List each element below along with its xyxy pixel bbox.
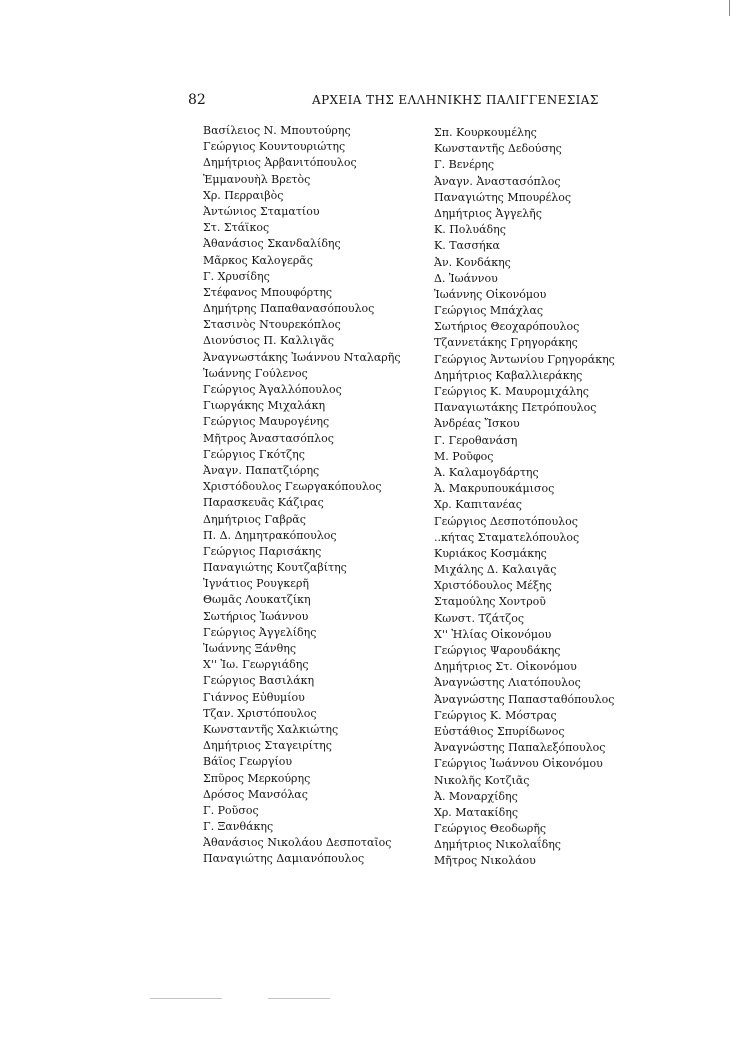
name-entry: Ἀναγν. Ἀναστασόπλος <box>434 174 561 188</box>
name-entry: Γ. Χρυσίδης <box>203 269 270 283</box>
name-entry: Κωνσταντῆς Χαλκιώτης <box>203 722 339 736</box>
name-entry: Γεώργιος Κουντουριώτης <box>203 140 346 154</box>
name-entry: Ἀνδρέας Ἴσκου <box>434 417 520 431</box>
name-entry: Χρ. Ματακίδης <box>434 805 519 819</box>
name-entry: Ἀναγνώστης Παπασταθόπουλος <box>434 692 615 706</box>
name-entry: Γεώργιος Γκότζης <box>203 447 305 461</box>
name-entry: Κυριάκος Κοσμάκης <box>434 546 547 560</box>
name-entry: Γεώργιος Μπάχλας <box>434 304 544 318</box>
name-entry: Παναγιώτης Κουτζαβίτης <box>203 561 347 575</box>
name-entry: Ἀναγνώστης Παπαλεξόπουλος <box>434 741 606 755</box>
name-entry: Ἀθανάσιος Νικολάου Δεσποταῖος <box>203 836 392 850</box>
name-entry: Βάϊος Γεωργίου <box>203 755 293 769</box>
name-entry: Χριστόδουλος Γεωργακόπουλος <box>203 480 382 494</box>
name-entry: Ἀ. Μοναρχίδης <box>434 789 518 803</box>
name-entry: Δημήτριος Καβαλλιεράκης <box>434 368 583 382</box>
page-edge-mark <box>729 0 730 16</box>
name-entry: Γιωργάκης Μιχαλάκη <box>203 399 326 413</box>
name-entry: Διονύσιος Π. Καλλιγᾶς <box>203 334 335 348</box>
name-entry: Θωμᾶς Λουκατζίκη <box>203 593 311 607</box>
name-entry: Χ'' Ἰω. Γεωργιάδης <box>203 658 309 672</box>
name-entry: Ἐμμανουὴλ Βρετὸς <box>203 172 311 186</box>
name-entry: Παναγιώτης Δαμιανόπουλος <box>203 852 365 866</box>
name-entry: Ἀναγν. Παπατζιόρης <box>203 463 320 477</box>
name-entry: Γεώργιος Παρισάκης <box>203 544 322 558</box>
name-entry: Δημήτρης Παπαθανασόπουλος <box>203 302 375 316</box>
name-entry: Π. Δ. Δημητρακόπουλος <box>203 528 337 542</box>
name-entry: Δημήτριος Ἀρβανιτόπουλος <box>203 156 357 170</box>
name-entry: Γ. Ροῦσος <box>203 803 259 817</box>
name-entry: Σωτήριος Θεοχαρόπουλος <box>434 320 580 334</box>
name-entry: Ἰγνάτιος Ρουγκερῆ <box>203 577 310 591</box>
name-entry: Μιχάλης Δ. Καλαιγᾶς <box>434 563 557 577</box>
name-entry: Δρόσος Μανσόλας <box>203 787 308 801</box>
name-entry: Βασίλειος Ν. Μπουτούρης <box>203 124 351 137</box>
name-entry: Χρ. Καπιτανέας <box>434 498 522 512</box>
name-entry: Μῆτρος Νικολάου <box>434 854 536 868</box>
footer-rule <box>150 998 222 999</box>
name-entry: Δ. Ἰωάννου <box>434 271 498 285</box>
name-entry: Δημήτριος Σταγειρίτης <box>203 739 332 753</box>
name-entry: Στασινὸς Ντουρεκόπλος <box>203 318 341 332</box>
name-entry: Γ. Βενέρης <box>434 158 495 172</box>
name-entry: Μῆτρος Ἀναστασόπλος <box>203 431 334 445</box>
name-entry: Κ. Πολυάδης <box>434 223 506 237</box>
name-entry: Γεώργιος Μαυρογένης <box>203 415 330 429</box>
name-entry: Γ. Ξανθάκης <box>203 820 274 834</box>
name-entry: Γ. Γεροθανάση <box>434 433 518 447</box>
name-entry: Τζαννετάκης Γρηγοράκης <box>434 336 578 350</box>
name-entry: Δημήτριος Στ. Οἰκονόμου <box>434 660 577 674</box>
name-entry: Νικολῆς Κοτζιᾶς <box>434 773 530 787</box>
name-entry: Γεώργιος Κ. Μαυρομιχάλης <box>434 385 589 398</box>
name-entry: Μ. Ροῦφος <box>434 449 494 463</box>
name-entry: Γεώργιος Δεσποτόπουλος <box>434 514 578 528</box>
name-entry: Ἰωάννης Γούλενος <box>203 366 308 380</box>
name-entry: Δημήτριος Νικολαΐδης <box>434 838 561 852</box>
page-number: 82 <box>188 92 206 108</box>
name-entry: Κ. Τασσήκα <box>434 239 500 253</box>
name-entry: Γεώργιος Ἀντωνίου Γρηγοράκης <box>434 352 615 366</box>
name-entry: Γεώργιος Κ. Μόστρας <box>434 708 557 722</box>
name-entry: Γεώργιος Ψαρουδάκης <box>434 644 561 657</box>
name-entry: Γεώργιος Βασιλάκη <box>203 674 315 688</box>
running-title: ΑΡΧΕΙΑ ΤΗΣ ΕΛΛΗΝΙΚΗΣ ΠΑΛΙΓΓΕΝΕΣΙΑΣ <box>312 93 599 107</box>
name-entry: Γιάννος Εὐθυμίου <box>203 690 305 704</box>
page-header <box>188 91 599 111</box>
name-entry: Κωνσταντῆς Δεδούσης <box>434 142 562 156</box>
name-entry: Σωτήριος Ἰωάννου <box>203 609 309 623</box>
name-entry: Παναγιώτης Μπουρέλος <box>434 190 572 204</box>
name-entry: Γεώργιος Ἰωάννου Οἰκονόμου <box>434 757 603 771</box>
name-entry: Μᾶρκος Καλογερᾶς <box>203 253 313 267</box>
name-entry: ..κήτας Σταματελόπουλος <box>434 530 580 544</box>
name-entry: Ἀν. Κονδάκης <box>434 255 511 269</box>
name-entry: Ἀντώνιος Σταματίου <box>203 204 320 218</box>
name-entry: Ἀναγνώστης Λιατόπουλος <box>434 676 581 690</box>
name-entry: Γεώργιος Ἀγαλλόπουλος <box>203 383 342 396</box>
footer-rule <box>268 998 330 999</box>
name-entry: Εὐστάθιος Σπυρίδωνος <box>434 724 565 738</box>
right-name-column <box>434 125 644 870</box>
name-entry: Δημήτριος Ἀγγελῆς <box>434 206 542 220</box>
name-entry: Ἰωάννης Ξάνθης <box>203 642 296 655</box>
name-entry: Σταμούλης Χοντροῦ <box>434 595 546 609</box>
name-entry: Τζαν. Χριστόπουλος <box>203 706 317 720</box>
name-entry: Χρ. Περραιβὸς <box>203 188 284 202</box>
name-entry: Χ'' Ἠλίας Οἰκονόμου <box>434 627 552 641</box>
name-entry: Ἀναγνωστάκης Ἰωάννου Νταλαρῆς <box>203 350 401 364</box>
left-name-column <box>203 123 423 868</box>
name-entry: Ἀθανάσιος Σκανδαλίδης <box>203 237 341 251</box>
name-entry: Χριστόδουλος Μέξης <box>434 579 552 593</box>
name-entry: Γεώργιος Ἀγγελίδης <box>203 625 317 639</box>
name-entry: Σπ. Κουρκουμέλης <box>434 126 537 139</box>
name-entry: Ἰωάννης Οἰκονόμου <box>434 287 547 301</box>
name-entry: Κωνστ. Τζάτζος <box>434 611 525 625</box>
name-entry: Ἀ. Μακρυπουκάμισος <box>434 482 555 496</box>
name-entry: Στέφανος Μπουφόρτης <box>203 285 333 299</box>
name-entry: Παναγιωτάκης Πετρόπουλος <box>434 401 597 415</box>
name-entry: Ἀ. Καλαμογδάρτης <box>434 465 539 479</box>
name-entry: Στ. Στάϊκος <box>203 221 270 235</box>
name-entry: Δημήτριος Γαβρᾶς <box>203 512 306 526</box>
name-entry: Σπῦρος Μερκούρης <box>203 771 311 785</box>
name-entry: Παρασκευᾶς Κάζιρας <box>203 496 324 510</box>
name-entry: Γεώργιος Θεοδωρῆς <box>434 822 547 836</box>
